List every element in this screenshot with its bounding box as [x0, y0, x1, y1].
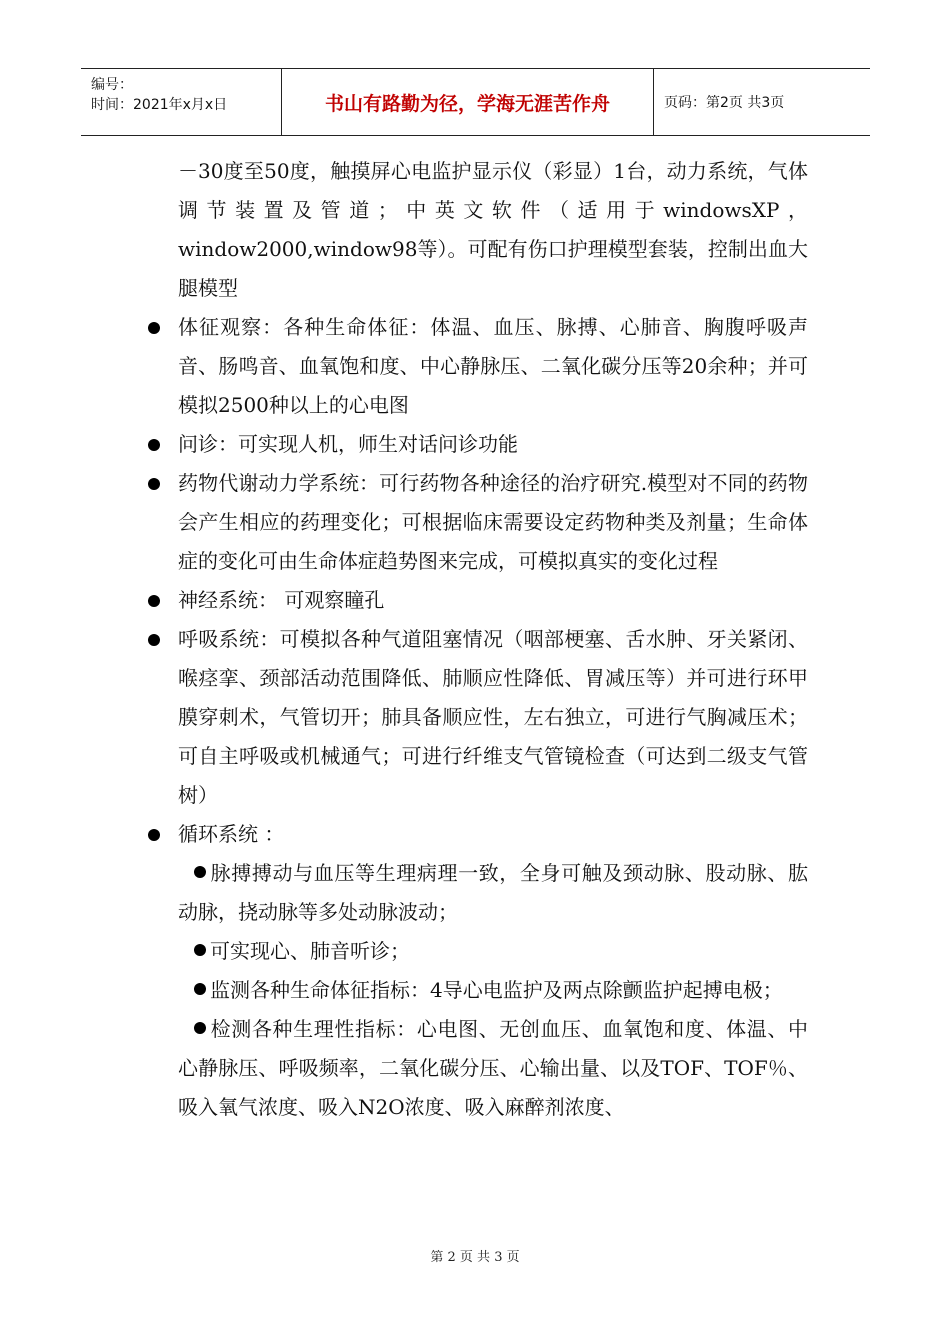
header-page-number: 页码：第2页 共3页 [664, 95, 785, 111]
list-item-text: 呼吸系统：可模拟各种气道阻塞情况（咽部梗塞、舌水肿、牙关紧闭、喉痉挛、颈部活动范围降低、肺顺应性降低、胃减压等）并可进行环甲膜穿刺术，气管切开；肺具备顺应性，左右独立，可进行气胸减压术；可自主呼吸或机械通气；可进行纤维支气管镜检查（可达到二级支气管树） [178, 627, 808, 807]
bullet-icon [194, 983, 206, 995]
bullet-icon [194, 1022, 206, 1034]
bullet-icon [148, 322, 160, 334]
bullet-icon [148, 439, 160, 451]
bullet-icon [148, 478, 160, 490]
sub-item-text: 脉搏搏动与血压等生理病理一致，全身可触及颈动脉、股动脉、肱动脉，挠动脉等多处动脉波动； [178, 861, 808, 924]
page-header [81, 68, 870, 136]
list-item-text: 循环系统 ： [178, 822, 285, 846]
list-item [148, 308, 808, 425]
bullet-icon [148, 595, 160, 607]
intro-paragraph: －30度至50度，触摸屏心电监护显示仪（彩显）1台，动力系统，气体调节装置及管道；中英文软件（适用于windowsXP，window2000,window98等）。可配有伤口护理模型套装，控制出血大腿模型 [178, 159, 808, 300]
list-item-text: 药物代谢动力学系统：可行药物各种途径的治疗研究.模型对不同的药物会产生相应的药理变化；可根据临床需要设定药物种类及剂量；生命体症的变化可由生命体症趋势图来完成，可模拟真实的变化过程 [178, 471, 808, 573]
header-meta [81, 69, 282, 135]
list-item-text: 体征观察：各种生命体征：体温、血压、脉搏、心肺音、胸腹呼吸声音、肠鸣音、血氧饱和度、中心静脉压、二氧化碳分压等20余种；并可模拟2500种以上的心电图 [178, 315, 808, 417]
list-item [148, 581, 808, 620]
sub-list-item [148, 971, 808, 1010]
sub-item-text: 检测各种生理性指标：心电图、无创血压、血氧饱和度、体温、中心静脉压、呼吸频率，二氧化碳分压、心输出量、以及TOF、TOF％、吸入氧气浓度、吸入N2O浓度、吸入麻醉剂浓度、 [178, 1017, 808, 1119]
header-motto: 书山有路勤为径，学海无涯苦作舟 [282, 69, 654, 135]
sub-list-item [148, 1010, 808, 1127]
bullet-icon [194, 944, 206, 956]
list-item [148, 815, 808, 854]
list-item-text: 神经系统： 可观察瞳孔 [178, 588, 385, 612]
sub-item-text: 监测各种生命体征指标：4导心电监护及两点除颤监护起搏电极； [210, 978, 783, 1002]
list-item [148, 425, 808, 464]
sub-list-item [148, 932, 808, 971]
list-item-text: 问诊：可实现人机，师生对话问诊功能 [178, 432, 518, 456]
bullet-icon [194, 866, 206, 878]
page-footer: 第 2 页 共 3 页 [430, 1250, 520, 1265]
number-label: 编号： [91, 77, 133, 93]
list-item [148, 620, 808, 815]
date-label: 时间：2021年x月x日 [91, 97, 228, 113]
list-item [148, 464, 808, 581]
sub-list-item [148, 854, 808, 932]
bullet-icon [148, 634, 160, 646]
bullet-icon [148, 829, 160, 841]
document-body [148, 152, 808, 1127]
sub-item-text: 可实现心、肺音听诊； [210, 939, 410, 963]
